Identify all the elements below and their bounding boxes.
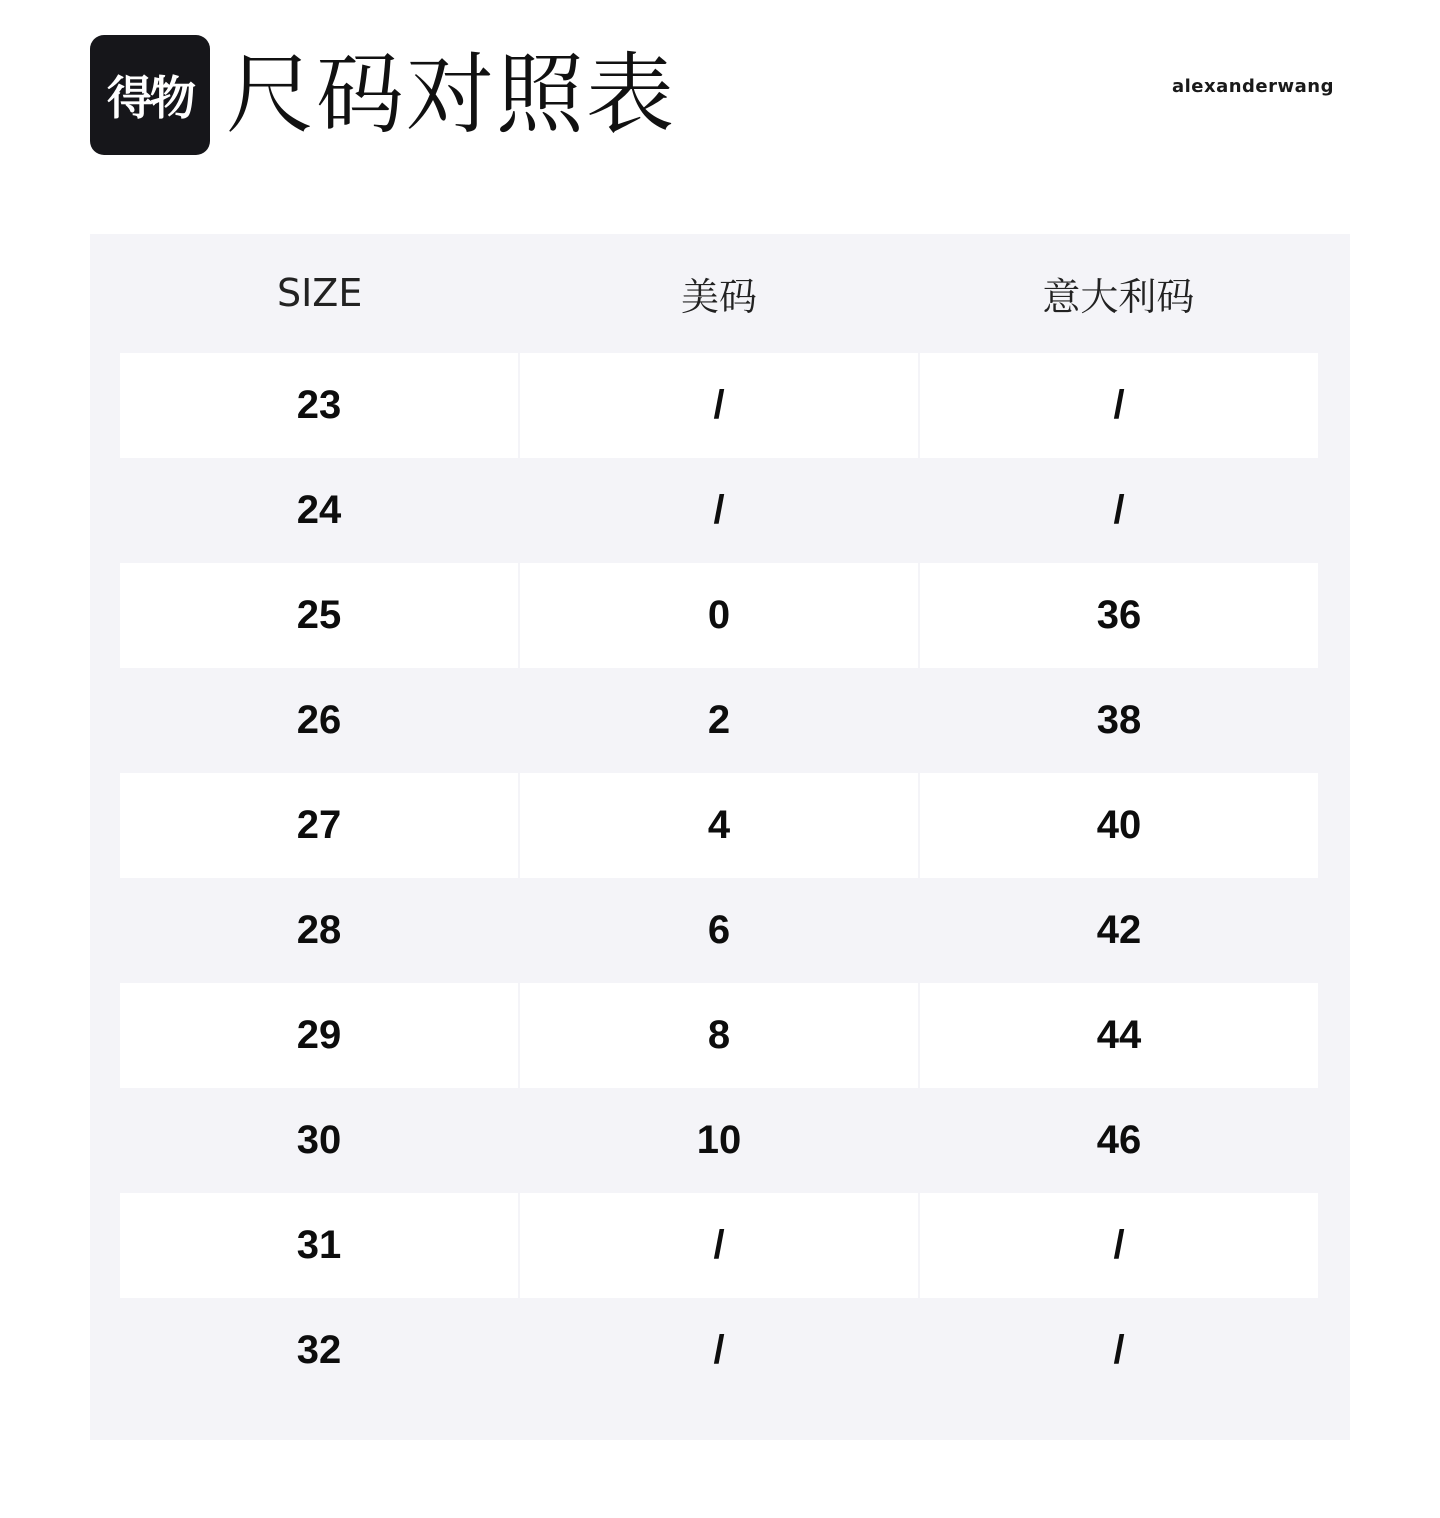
column-header-us-size: 美码: [680, 274, 757, 319]
brand-wordmark: alexanderwang: [1171, 76, 1334, 97]
cell-size: 24: [296, 488, 342, 532]
cell-us-size: 0: [520, 563, 918, 668]
table-row: [120, 1193, 1318, 1298]
cell-size: 32: [296, 1328, 342, 1372]
cell-us-size: 6: [707, 908, 731, 952]
table-row: [120, 353, 1318, 458]
cell-italian-size: 40: [920, 773, 1318, 878]
page-title: 尺码对照表: [226, 43, 677, 146]
cell-italian-size: 42: [1096, 908, 1142, 952]
dewu-logo: 得物: [90, 35, 210, 155]
cell-size: 23: [120, 353, 518, 458]
cell-size: 30: [296, 1118, 342, 1162]
cell-italian-size: /: [920, 353, 1318, 458]
column-header-size: SIZE: [276, 271, 363, 315]
cell-italian-size: /: [920, 1193, 1318, 1298]
cell-size: 29: [120, 983, 518, 1088]
cell-us-size: /: [520, 1193, 918, 1298]
table-row: [120, 983, 1318, 1088]
cell-italian-size: 46: [1096, 1118, 1142, 1162]
column-header-italian-size: 意大利码: [1042, 274, 1195, 319]
table-row: [120, 563, 1318, 668]
table-row: [120, 1298, 1318, 1403]
cell-us-size: /: [713, 1328, 725, 1372]
cell-italian-size: /: [1113, 1328, 1125, 1372]
size-chart-table: [90, 234, 1350, 1440]
table-row: [120, 773, 1318, 878]
table-row: [120, 458, 1318, 563]
cell-size: 25: [120, 563, 518, 668]
table-row: [120, 878, 1318, 983]
cell-size: 28: [296, 908, 342, 952]
cell-size: 26: [296, 698, 342, 742]
cell-us-size: 8: [520, 983, 918, 1088]
cell-us-size: 10: [696, 1118, 742, 1162]
table-row: [120, 1088, 1318, 1193]
cell-italian-size: 38: [1096, 698, 1142, 742]
cell-italian-size: 36: [920, 563, 1318, 668]
page-header: [90, 34, 1350, 156]
cell-us-size: /: [520, 353, 918, 458]
table-header: [120, 234, 1318, 352]
cell-us-size: 2: [707, 698, 731, 742]
cell-italian-size: /: [1113, 488, 1125, 532]
table-body: [120, 353, 1318, 1403]
cell-size: 27: [120, 773, 518, 878]
cell-size: 31: [120, 1193, 518, 1298]
table-row: [120, 668, 1318, 773]
cell-italian-size: 44: [920, 983, 1318, 1088]
cell-us-size: /: [713, 488, 725, 532]
cell-us-size: 4: [520, 773, 918, 878]
